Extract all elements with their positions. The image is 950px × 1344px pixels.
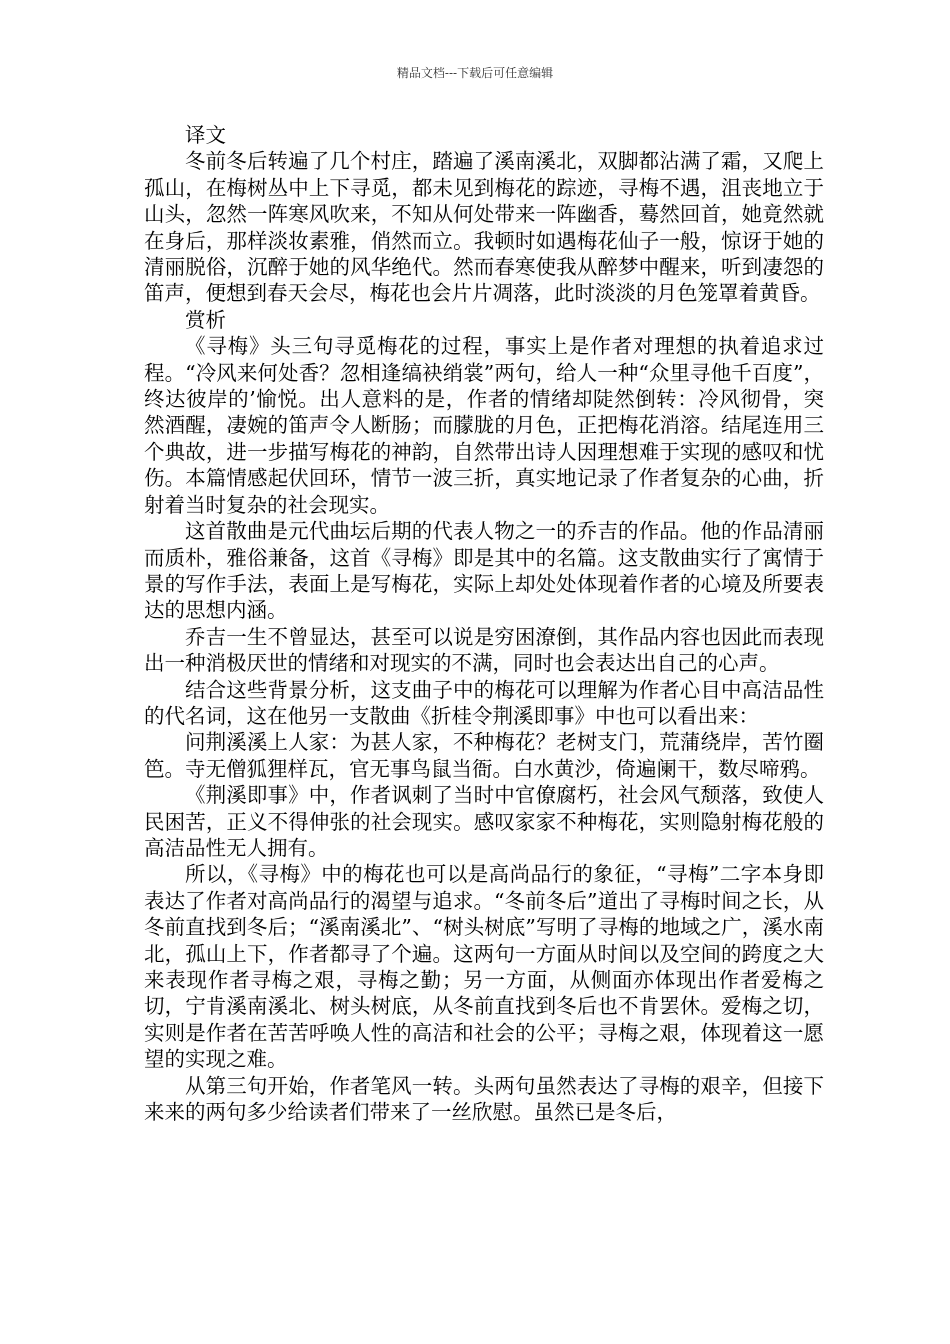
section-heading-analysis: 赏析: [185, 307, 226, 332]
paragraph-analysis-2: 这首散曲是元代曲坛后期的代表人物之一的乔吉的作品。他的作品清丽而质朴，雅俗兼备，这首《寻梅》即是其中的名篇。这支散曲实行了寓情于景的写作手法，表面上是写梅花，实际上却处处体现着作者的心境及所要表达的思想内涵。: [144, 519, 824, 623]
paragraph-analysis-3: 乔吉一生不曾显达，甚至可以说是穷困潦倒，其作品内容也因此而表现出一种消极厌世的情绪和对现实的不满，同时也会表达出自己的心声。: [144, 624, 824, 676]
paragraph-analysis-4: 结合这些背景分析，这支曲子中的梅花可以理解为作者心目中高洁品性的代名词，这在他另一支散曲《折桂令荆溪即事》中也可以看出来：: [144, 677, 824, 728]
document-body: [144, 122, 824, 1125]
paragraph-analysis-7: 从第三句开始，作者笔风一转。头两句虽然表达了寻梅的艰辛，但接下来来的两句多少给读者们带来了一丝欣慰。虽然已是冬后，: [144, 1073, 824, 1125]
page-header: 精品文档---下载后可任意编辑: [396, 66, 554, 80]
paragraph-translation: 冬前冬后转遍了几个村庄，踏遍了溪南溪北，双脚都沾满了霜，又爬上孤山，在梅树丛中上下寻觅，都未见到梅花的踪迹，寻梅不遇，沮丧地立于山头，忽然一阵寒风吹来，不知从何处带来一阵幽香，蓦然回首，她竟然就在身后，那样淡妆素雅，俏然而立。我顿时如遇梅花仙子一般，惊讶于她的清丽脱俗，沉醉于她的风华绝代。然而春寒使我从醉梦中醒来，听到凄怨的笛声，便想到春天会尽，梅花也会片片凋落，此时淡淡的月色笼罩着黄昏。: [144, 149, 824, 306]
paragraph-analysis-5: 《荆溪即事》中，作者讽刺了当时中官僚腐朽，社会风气颓落，致使人民困苦，正义不得伸张的社会现实。感叹家家不种梅花，实则隐射梅花般的高洁品性无人拥有。: [144, 783, 824, 860]
paragraph-analysis-6: 所以，《寻梅》中的梅花也可以是高尚品行的象征，“寻梅”二字本身即表达了作者对高尚品行的渴望与追求。“冬前冬后”道出了寻梅时间之长，从冬前直找到冬后；“溪南溪北”、“树头树底”写明了寻梅的地域之广，溪水南北，孤山上下，作者都寻了个遍。这两句一方面从时间以及空间的跨度之大来表现作者寻梅之艰，寻梅之勤；另一方面，从侧面亦体现出作者爱梅之切，宁肯溪南溪北、树头树底，从冬前直找到冬后也不肯罢休。爱梅之切，实则是作者在苦苦呼唤人性的高洁和社会的公平；寻梅之艰，体现着这一愿望的实现之难。: [144, 862, 824, 1072]
paragraph-analysis-1: 《寻梅》头三句寻觅梅花的过程，事实上是作者对理想的执着追求过程。“冷风来何处香？忽相逢缟袂绡裳”两句，给人一种“众里寻他千百度”，终达彼岸的’愉悦。出人意料的是，作者的情绪却陡然倒转：冷风彻骨，突然酒醒，凄婉的笛声令人断肠；而朦胧的月色，正把梅花消溶。结尾连用三个典故，进一步描写梅花的神韵，自然带出诗人因理想难于实现的感叹和忧伤。本篇情感起伏回环，情节一波三折，真实地记录了作者复杂的心曲，折射着当时复杂的社会现实。: [144, 334, 824, 517]
section-heading-translation: 译文: [185, 123, 226, 147]
paragraph-quoted-poem: 问荆溪溪上人家：为甚人家，不种梅花？老树支门，荒蒲绕岸，苦竹圈笆。寺无僧狐狸样瓦，官无事鸟鼠当衙。白水黄沙，倚遍阑干，数尽啼鸦。: [144, 730, 824, 781]
